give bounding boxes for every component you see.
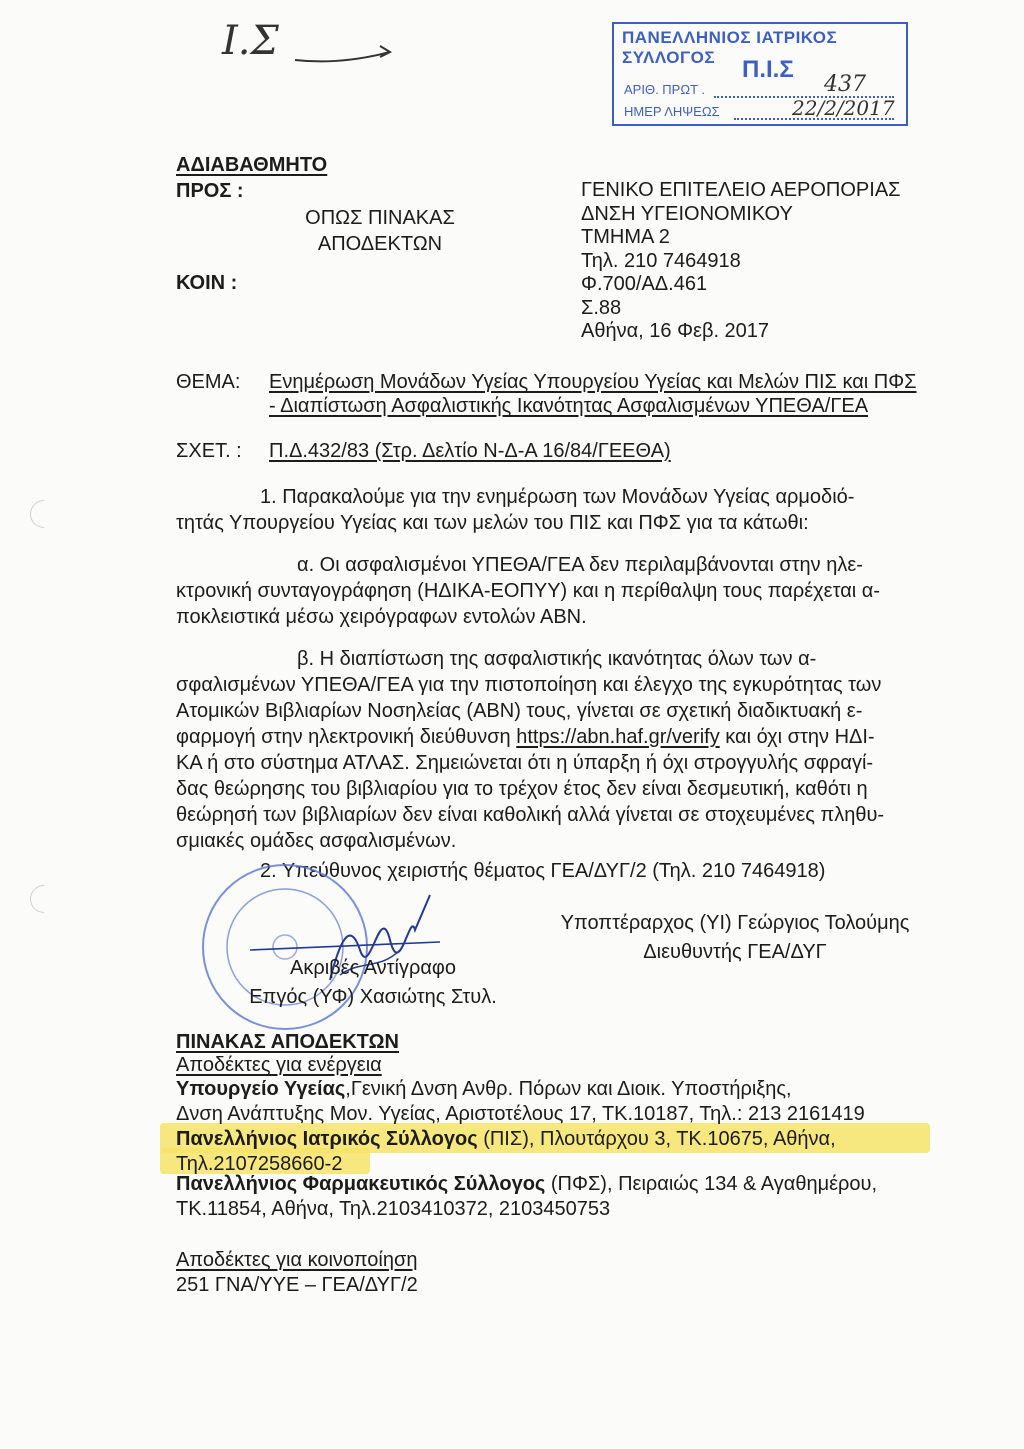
reference-value: Π.Δ.432/83 (Στρ. Δελτίο Ν-Δ-Α 16/84/ΓΕΕΘΑ) <box>269 440 671 462</box>
punch-hole-bottom <box>24 879 64 919</box>
stamp-date: 22/2/2017 <box>792 96 895 120</box>
subject-line-1: Ενημέρωση Μονάδων Υγείας Υπουργείου Υγείας και Μελών ΠΙΣ και ΠΦΣ <box>269 371 917 393</box>
subject-line-2: - Διαπίστωση Ασφαλιστικής Ικανότητας Ασφαλισμένων ΥΠΕΘΑ/ΓΕΑ <box>269 395 869 417</box>
recipient-1: Υπουργείο Υγείας,Γενική Δνση Ανθρ. Πόρων και Διοικ. Υποστήριξης, Δνση Ανάπτυξης Μον. Υγείας, Αριστοτέλους 17, ΤΚ.10187, Τηλ.: 213 2161419 <box>176 1078 865 1125</box>
action-recipients-label: Αποδέκτες για ενέργεια <box>176 1054 382 1076</box>
signatory-name: Υποπτέραρχος (ΥΙ) Γεώργιος Τολούμης <box>560 912 910 934</box>
info-recipients-value: 251 ΓΝΑ/ΥΥΕ – ΓΕΑ/ΔΥΓ/2 <box>176 1274 418 1296</box>
sender-line: Αθήνα, 16 Φεβ. 2017 <box>581 320 770 342</box>
to-value: ΟΠΩΣ ΠΙΝΑΚΑΣ ΑΠΟΔΕΚΤΩΝ <box>305 207 455 255</box>
to-label: ΠΡΟΣ : <box>176 180 244 202</box>
subject-label: ΘΕΜΑ: <box>176 371 241 393</box>
sender-block <box>581 179 901 344</box>
sender-line: Φ.700/ΑΔ.461 <box>581 273 708 295</box>
recipient-2: Πανελλήνιος Ιατρικός Σύλλογος (ΠΙΣ), Πλουτάρχου 3, ΤΚ.10675, Αθήνα, Τηλ.2107258660-2 <box>176 1128 836 1175</box>
sender-line: ΓΕΝΙΚΟ ΕΠΙΤΕΛΕΙΟ ΑΕΡΟΠΟΡΙΑΣ <box>581 179 901 201</box>
sender-line: ΤΜΗΜΑ 2 <box>581 226 670 248</box>
received-stamp <box>612 22 908 126</box>
sender-line: Τηλ. 210 7464918 <box>581 249 741 272</box>
stamp-protocol-label: ΑΡΙΘ. ΠΡΩΤ . <box>624 82 705 97</box>
paragraph-b: β. Η διαπίστωση της ασφαλιστικής ικανότητας όλων των α- σφαλισμένων ΥΠΕΘΑ/ΓΕΑ για την πιστοποίηση και έλεγχο της εγκυρότητας των Ατομικών Βιβλιαρίων Νοσηλείας (ΑΒΝ) τους, γίνεται σε σχετική διαδικτυακή ε- φαρμογή στην ηλεκτρονική διεύθυνση https://abn.haf.gr/verify και όχι στην ΗΔΙ- ΚΑ ή στο σύστημα ΑΤΛΑΣ. Σημειώνεται ότι η ύπαρξη ή όχι στρογγυλής σφραγί- δας θεώρησης του βιβλιαρίου για το τρέχον έτος δεν είναι δεσμευτική, καθότι η θεώρησή των βιβλιαρίων δεν είναι καθολική αλλά γίνεται σε στοχευμένες πληθυ- σμιακές ομάδες ασφαλισμένων. <box>176 648 885 852</box>
classification: ΑΔΙΑΒΑΘΜΗΤΟ <box>176 154 328 176</box>
verify-link[interactable]: https://abn.haf.gr/verify <box>516 726 720 748</box>
recipient-3: Πανελλήνιος Φαρμακευτικός Σύλλογος (ΠΦΣ), Πειραιώς 134 & Αγαθημέρου, ΤΚ.11854, Αθήνα, Τηλ.2103410372, 2103450753 <box>176 1173 878 1220</box>
paragraph-a: α. Οι ασφαλισμένοι ΥΠΕΘΑ/ΓΕΑ δεν περιλαμβάνονται στην ηλε- κτρονική συνταγογράφηση (ΗΔΙΚΑ-ΕΟΠΥΥ) και η περίθαλψη τους παρέχεται α- ποκλειστικά μέσω χειρόγραφων εντολών ΑΒΝ. <box>176 554 880 628</box>
paragraph-2: 2. Υπεύθυνος χειριστής θέματος ΓΕΑ/ΔΥΓ/2 (Τηλ. 210 7464918) <box>260 860 826 882</box>
punch-hole-top <box>24 494 64 534</box>
sender-line: ΔΝΣΗ ΥΓΕΙΟΝΟΜΙΚΟΥ <box>581 202 793 225</box>
reference-label: ΣΧΕΤ. : <box>176 440 242 462</box>
stamp-org: ΠΑΝΕΛΛΗΝΙΟΣ ΙΑΤΡΙΚΟΣ ΣΥΛΛΟΓΟΣ <box>622 28 838 67</box>
stamp-protocol-number: 437 <box>824 72 866 97</box>
handwritten-arrow <box>290 30 400 70</box>
recipients-title: ΠΙΝΑΚΑΣ ΑΠΟΔΕΚΤΩΝ <box>176 1031 399 1053</box>
sender-line: Σ.88 <box>581 296 622 319</box>
paragraph-1: 1. Παρακαλούμε για την ενημέρωση των Μονάδων Υγείας αρμοδιό- τητάς Υπουργείου Υγείας και των μελών του ΠΙΣ και ΠΦΣ για τα κάτωθι: <box>176 486 855 534</box>
signatory-title: Διευθυντής ΓΕΑ/ΔΥΓ <box>643 941 827 963</box>
certified-copy: Ακριβές Αντίγραφο Επγός (ΥΦ) Χασιώτης Στυλ. <box>249 957 497 1008</box>
stamp-abbr: Π.Ι.Σ <box>742 56 794 83</box>
koin-label: ΚΟΙΝ : <box>176 272 238 294</box>
info-recipients-label: Αποδέκτες για κοινοποίηση <box>176 1249 418 1271</box>
handwritten-note: Ι.Σ <box>222 18 279 64</box>
signatory <box>550 910 920 965</box>
stamp-date-label: ΗΜΕΡ ΛΗΨΕΩΣ <box>624 104 720 119</box>
